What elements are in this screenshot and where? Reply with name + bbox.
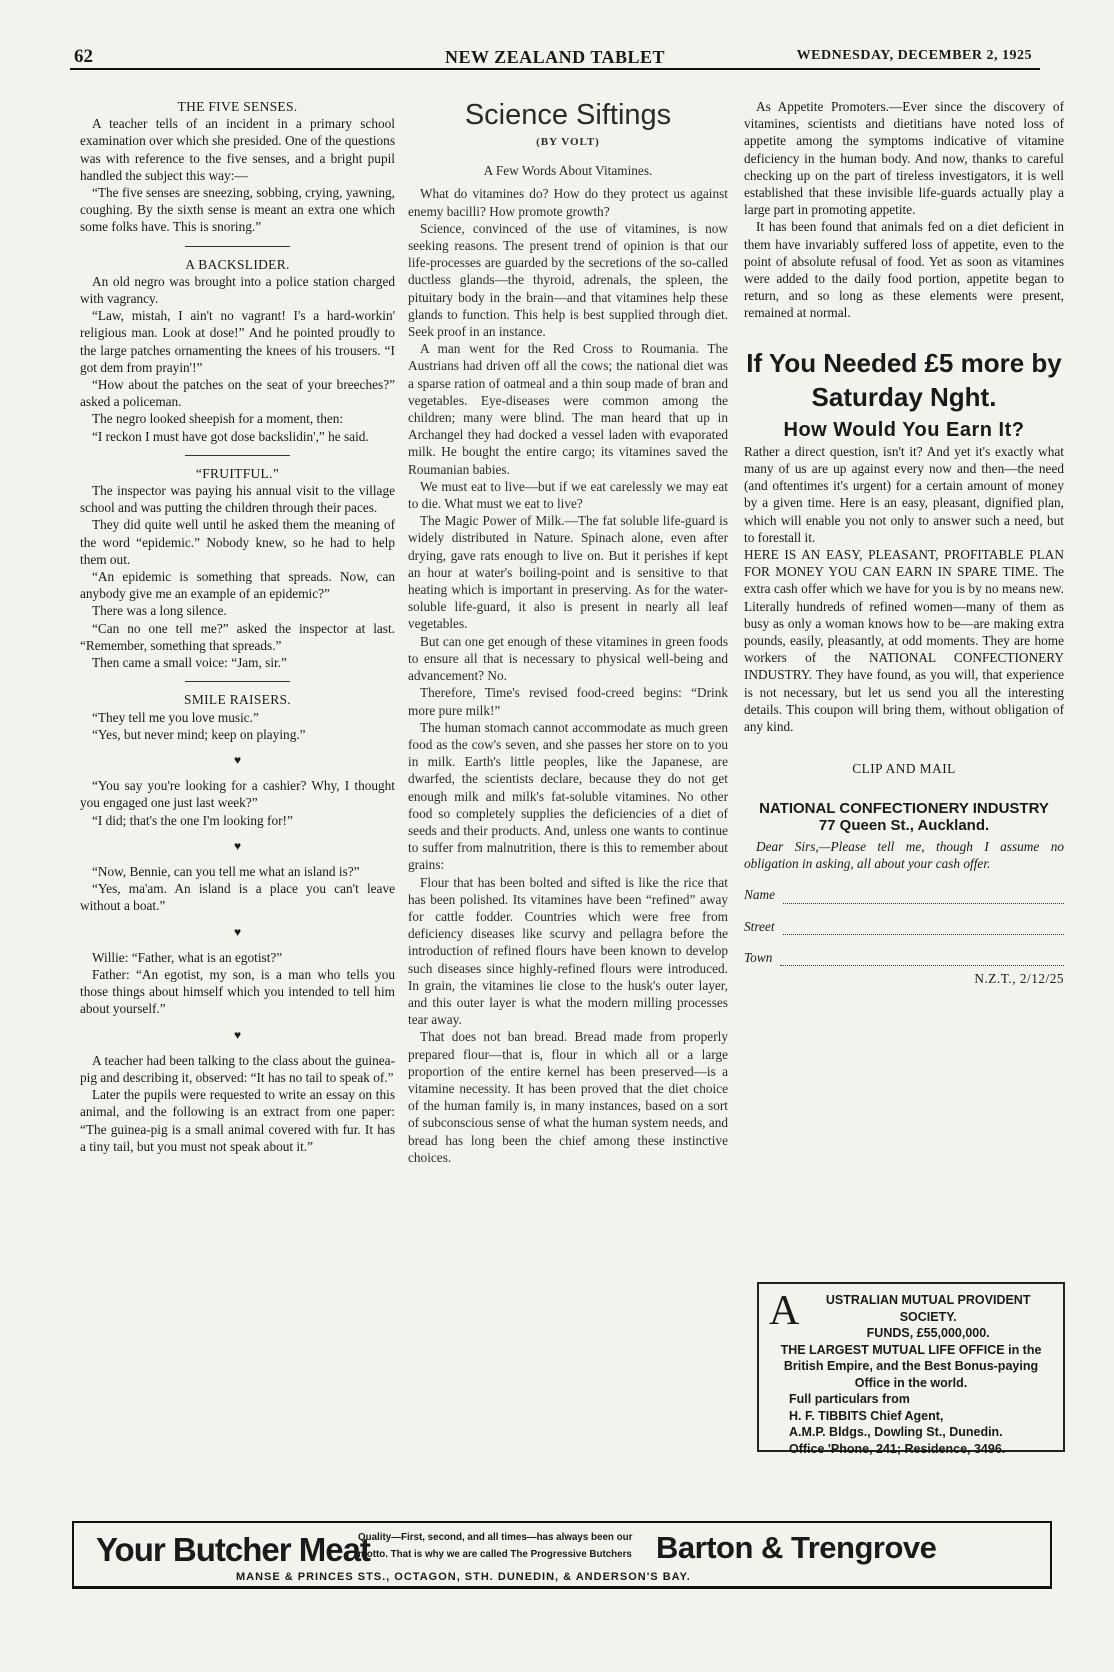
paragraph: “Now, Bennie, can you tell me what an island is?” [92, 863, 360, 879]
field-label: Street [744, 918, 775, 934]
confectionery-advert [744, 346, 1064, 987]
paragraph: What do vitamines do? How do they protect us against enemy bacilli? How promote growth? [408, 186, 728, 219]
paragraph: “The five senses are sneezing, sobbing, crying, yawning, coughing. By the sixth sense is meant an extra one which some folks have. This is snoring.” [80, 185, 395, 235]
heading-fruitful: “FRUITFUL.” [195, 465, 280, 481]
issue-date: WEDNESDAY, DECEMBER 2, 1925 [796, 48, 1032, 63]
paragraph: As Appetite Promoters.—Ever since the discovery of vitamines, scientists and dietitians have noted loss of appetite among the symptoms indicative of vitamine deficiency in the human body. And now, thanks to careful checking up on the part of tireless investigators, it is well established that these invisible life-guards actually play a large part in promoting appetite. [744, 99, 1064, 218]
coupon-reference: N.Z.T., 2/12/25 [974, 970, 1064, 986]
paragraph: “I reckon I must have got dose backslidin',” he said. [92, 428, 369, 444]
advert-headline: If You Needed £5 more by Saturday Nght. [746, 347, 1062, 412]
heading-backslider: A BACKSLIDER. [185, 256, 290, 272]
advert-question: How Would You Earn It? [783, 418, 1025, 441]
paragraph: Then came a small voice: “Jam, sir.” [92, 655, 287, 671]
dotted-line [783, 891, 1064, 904]
company-name: NATIONAL CONFECTIONERY INDUSTRY [759, 799, 1049, 817]
heart-ornament-icon: ♥ [233, 752, 242, 767]
column-science-siftings [408, 98, 728, 1166]
field-label: Name [744, 887, 776, 903]
butcher-banner-advert [72, 1521, 1052, 1589]
heart-ornament-icon: ♥ [233, 838, 242, 853]
advert-body: THE LARGEST MUTUAL LIFE OFFICE in the British Empire, and the Best Bonus-paying Office in the world. [780, 1342, 1042, 1390]
heart-ornament-icon: ♥ [233, 1027, 242, 1042]
paragraph: “An epidemic is something that spreads. Now, can anybody give me an example of an epidemic?” [80, 569, 395, 602]
advert-address: A.M.P. Bldgs., Dowling St., Dunedin. [789, 1425, 1003, 1439]
paragraph: Rather a direct question, isn't it? And yet it's exactly what many of us are up against every now and then—the need (and oftentimes it's urgent) for a certain amount of money by a given time. Here is an easy, pleasant, dignified plan, which will enable you not only to answer such a need, but to forestall it. [744, 443, 1064, 545]
drop-cap: A [769, 1288, 800, 1334]
paragraph: It has been found that animals fed on a diet deficient in them have invariably suffered loss of appetite, even to the point of absolute refusal of food. Yet as soon as vitamines were added to the daily food portion, appetite began to return, and so long as these elements were present, remained at normal. [744, 219, 1064, 321]
column-humour [80, 98, 395, 1155]
coupon-name-field [744, 886, 1064, 903]
divider [185, 246, 290, 247]
banner-motto: Quality—First, second, and all times—has always been our motto. That is why we are called The Progressive Butchers [358, 1532, 633, 1560]
paragraph: A teacher had been talking to the class about the guinea-pig and describing it, observed: “It has no tail to speak of.” [80, 1052, 395, 1085]
banner-business-name: Barton & Trengrove [656, 1530, 937, 1565]
paragraph: That does not ban bread. Bread made from properly prepared flour—that is, flour in which all or a large proportion of the entire kernel has been preserved—is a vitamine necessity. It has been proved that the diet choice of the human family is, in many instances, based on a sort of subconscious sense of what the human system needs, and bread has long been the chief among these instinctive choices. [408, 1029, 728, 1165]
paragraph: HERE IS AN EASY, PLEASANT, PROFITABLE PLAN FOR MONEY YOU CAN EARN IN SPARE TIME. The extra cash offer which we have for you is by no means new. Literally hundreds of refined women—many of them as busy as only a woman knows how to be—are making extra pounds, easily, pleasantly, at odd moments. They are home workers of the NATIONAL CONFECTIONERY INDUSTRY. They have found, as you will, that experience is not necessary, but let us send you all the interesting details. This coupon will bring them, without obligation of any kind. [744, 547, 1064, 735]
advert-funds: FUNDS, £55,000,000. [866, 1326, 990, 1340]
heading-smile-raisers: SMILE RAISERS. [184, 692, 291, 708]
science-siftings-title: Science Siftings [464, 99, 672, 131]
paragraph: There was a long silence. [92, 603, 227, 619]
heart-ornament-icon: ♥ [233, 924, 242, 939]
dotted-line [780, 953, 1064, 966]
paragraph: A teacher tells of an incident in a primary school examination over which she presided. One of the questions was with reference to the five senses, and a bright pupil handled the subject this way:— [80, 116, 395, 183]
clip-and-mail: CLIP AND MAIL [852, 761, 956, 777]
newspaper-title: NEW ZEALAND TABLET [444, 47, 666, 67]
paragraph: The Magic Power of Milk.—The fat soluble life-guard is widely distributed in Nature. Spinach alone, even after drying, gave rats enough to live on. But it perishes if kept an hour at water's boiling-point and is sensitive to that heating which is important in preserving. As for the water-soluble life-guard, it also is present in nearly all leaf vegetables. [408, 513, 728, 632]
paragraph: “Can no one tell me?” asked the inspector at last. “Remember, something that spreads.” [80, 620, 395, 653]
banner-left-text: Your Butcher Meat [96, 1531, 370, 1568]
paragraph: “I did; that's the one I'm looking for!” [92, 812, 293, 828]
byline: (BY VOLT) [536, 136, 600, 148]
page-number: 62 [74, 46, 93, 67]
paragraph: “Yes, but never mind; keep on playing.” [92, 726, 306, 742]
column-right [744, 98, 1064, 987]
paragraph: Science, convinced of the use of vitamines, is now seeking reasons. The present trend of opinion is that our life-processes are guarded by the secretions of the so-called ductless glands—the thyroid, adrenals, the spleen, the pituitary body in the brain—and that vitamines help these glands to function. This help is best supplied through diet. Seek proof in an instance. [408, 220, 728, 340]
paragraph: “How about the patches on the seat of your breeches?” asked a policeman. [80, 377, 395, 410]
coupon-text: Dear Sirs,—Please tell me, though I assume no obligation in asking, all about your cash offer. [744, 838, 1064, 872]
advert-phone: Office 'Phone, 241; Residence, 3496. [789, 1441, 1006, 1456]
article-subtitle: A Few Words About Vitamines. [483, 163, 653, 179]
paragraph: “Yes, ma'am. An island is a place you can't leave without a boat.” [80, 881, 395, 914]
paragraph: A man went for the Red Cross to Roumania. The Austrians had driven off all the cows; the national diet was a sparse ration of oatmeal and a thin soup made of bran and vegetables. Eye-diseases were common among the children; many were blind. The man heard that up in Archangel they had docked a vessel laden with evaporated milk. He bought the entire cargo; its vitamines saved the Roumanian babies. [408, 341, 728, 477]
advert-particulars: Full particulars from [789, 1392, 910, 1406]
paragraph: Father: “An egotist, my son, is a man who tells you those things about himself which you intended to tell him about yourself.” [80, 966, 395, 1017]
advert-agent: H. F. TIBBITS Chief Agent, [789, 1408, 944, 1423]
dotted-line [783, 922, 1064, 935]
banner-addresses: MANSE & PRINCES STS., OCTAGON, STH. DUNEDIN, & ANDERSON'S BAY. [236, 1571, 691, 1583]
paragraph: Willie: “Father, what is an egotist?” [92, 949, 283, 965]
amp-society-advert [757, 1282, 1065, 1456]
paragraph: But can one get enough of these vitamines in green foods to ensure all that is necessary to physical well-being and advancement? No. [408, 633, 728, 684]
divider [185, 455, 290, 456]
paragraph: Flour that has been bolted and sifted is like the rice that has been polished. Its vitamines have been “refined” away for cattle fodder. Countries which were free from deficiency diseases like scurvy and pellagra before the introduction of refined flours have been known to develop such diseases since highly-refined flours were introduced. In grain, the vitamines lie close to the husk's outer layer, and this outer layer is what the modern milling processes tear away. [408, 874, 728, 1028]
paragraph: The negro looked sheepish for a moment, then: [92, 411, 344, 427]
coupon-town-field [744, 949, 1064, 966]
paragraph: We must eat to live—but if we eat carelessly we may eat to die. What must we eat to live? [408, 478, 728, 512]
paragraph: Later the pupils were requested to write an essay on this animal, and the following is an extract from one paper: “The guinea-pig is a small animal covered with fur. It has a tiny tail, but you must not speak about it.” [80, 1087, 395, 1154]
paragraph: The human stomach cannot accommodate as much green food as the cow's seven, and she passes her store on to you in milk. Earth's little peoples, like the Japanese, are dwarfed, the scientists declare, because they do not get enough milk and milk's fat-soluble vitamines. No other food so completely supplies the deficiencies of a diet of seeds and their products. And, unless one wants to continue to suffer from malnutrition, there is this to remember about grains: [408, 719, 728, 873]
heading-five-senses: THE FIVE SENSES. [177, 99, 298, 114]
advert-title: USTRALIAN MUTUAL PROVIDENT SOCIETY. [825, 1293, 1031, 1324]
paragraph: The inspector was paying his annual visit to the village school and was putting the children through their paces. [80, 483, 395, 516]
paragraph: Therefore, Time's revised food-creed begins: “Drink more pure milk!” [408, 685, 728, 718]
masthead [70, 46, 1040, 70]
paragraph: An old negro was brought into a police station charged with vagrancy. [80, 273, 395, 307]
paragraph: “Law, mistah, I ain't no vagrant! I's a hard-workin' religious man. Look at dose!” And he pointed proudly to the large patches ornamenting the knees of his trousers. “I got dem from prayin'!” [80, 308, 395, 375]
coupon-street-field [744, 918, 1064, 935]
paragraph: “They tell me you love music.” [92, 709, 259, 725]
company-address: 77 Queen St., Auckland. [818, 816, 990, 834]
divider [185, 681, 290, 682]
field-label: Town [744, 949, 773, 965]
paragraph: “You say you're looking for a cashier? Why, I thought you engaged one just last week?” [80, 778, 395, 811]
paragraph: They did quite well until he asked them the meaning of the word “epidemic.” Nobody knew, so he had to help them out. [80, 517, 395, 567]
